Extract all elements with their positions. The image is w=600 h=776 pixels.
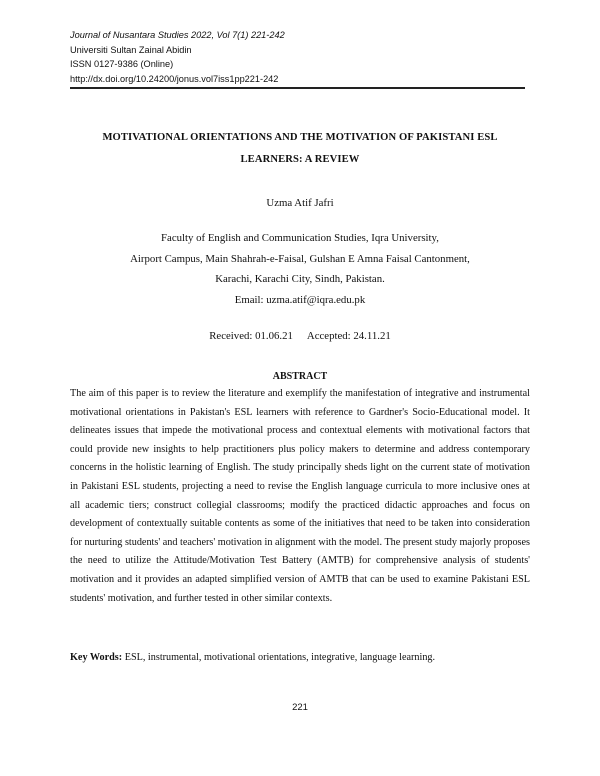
paper-title-line-2: LEARNERS: A REVIEW	[240, 154, 360, 165]
received-date: Received: 01.06.21	[209, 330, 293, 342]
journal-citation: Journal of Nusantara Studies 2022, Vol 7(1) 221-242	[70, 30, 285, 40]
affiliation	[0, 228, 600, 310]
journal-header	[70, 28, 525, 86]
page-number: 221	[292, 702, 308, 713]
keywords	[70, 651, 530, 665]
accepted-date: Accepted: 24.11.21	[306, 330, 391, 342]
abstract-body: The aim of this paper is to review the literature and exemplify the manifestation of integrative and instrumental motivational orientations in Pakistan's ESL learners with reference to Gardner's Socio-Educational model. It delineates issues that impede the motivational process and contextual elements with motivational factors that could provide new insights to help practitioners plus policy makers to determine and address contemporary concerns in the holistic learning of English. The study principally sheds light on the current state of motivation in Pakistani ESL students, projecting a need to revise the English language curricula to more inclusive ones at all academic tiers; construct collegial classrooms; modify the practiced didactic approaches and focus on development of contextually suitable contents as some of the initiatives that need to be taken into consideration for nurturing students' and teachers' motivation in alignment with the model. The present study majorly proposes the need to utilize the Attitude/Motivation Test Battery (AMTB) for comprehensive analysis of students' motivation and it provides an adapted simplified version of AMTB that can be used to examine Pakistani ESL students' motivation, and further tested in other similar contexts.	[70, 388, 530, 604]
issn: ISSN 0127-9386 (Online)	[70, 59, 174, 69]
paper-title	[60, 127, 540, 171]
affiliation-line-3: Karachi, Karachi City, Sindh, Pakistan.	[215, 273, 385, 285]
keywords-text: ESL, instrumental, motivational orientations, integrative, language learning.	[124, 652, 436, 663]
paper-title-line-1: MOTIVATIONAL ORIENTATIONS AND THE MOTIVATION OF PAKISTANI ESL	[102, 132, 498, 143]
author-name: Uzma Atif Jafri	[266, 197, 334, 209]
university-name: Universiti Sultan Zainal Abidin	[70, 44, 192, 55]
abstract-heading: ABSTRACT	[272, 371, 328, 382]
keywords-label: Key Words:	[70, 652, 123, 663]
author-email[interactable]: Email: uzma.atif@iqra.edu.pk	[234, 293, 366, 306]
doi-link[interactable]: http://dx.doi.org/10.24200/jonus.vol7iss1pp221-242	[70, 73, 279, 84]
header-divider	[70, 87, 525, 89]
affiliation-line-1: Faculty of English and Communication Studies, Iqra University,	[161, 232, 439, 244]
affiliation-line-2: Airport Campus, Main Shahrah-e-Faisal, Gulshan E Amna Faisal Cantonment,	[130, 252, 470, 265]
submission-dates	[0, 330, 600, 342]
